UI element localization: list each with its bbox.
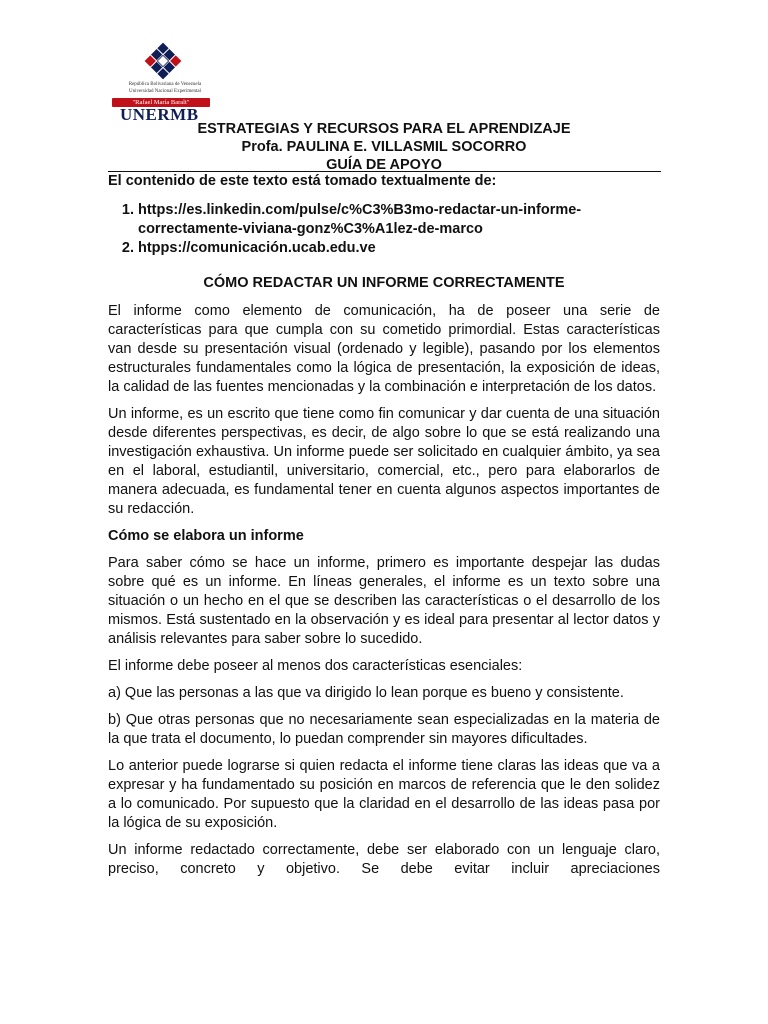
document-body bbox=[108, 172, 660, 887]
list-paragraph: a) Que las personas a las que va dirigido lo lean porque es bueno y consistente. bbox=[108, 685, 624, 701]
paragraph: El informe como elemento de comunicación, ha de poseer una serie de características para que cumpla con su cometido primordial. Estas características van desde su presentación visual (ordenado y legible), pasando por los elementos estructurales fundamentales como la lógica de presentación, la exposición de ideas, la calidad de las fuentes mencionadas y la combinación e interpretación de los datos. bbox=[108, 303, 660, 395]
paragraph: El informe debe poseer al menos dos características esenciales: bbox=[108, 658, 523, 674]
source-list bbox=[108, 201, 660, 258]
logo-banner: "Rafael María Baralt" bbox=[112, 98, 210, 107]
source-item: 2. htpps://comunicación.ucab.edu.ve bbox=[138, 239, 660, 258]
paragraph: Lo anterior puede lograrse si quien redacta el informe tiene claras las ideas que va a expresar y ha fundamentado su posición en marcos de referencia que le den solidez a lo comunicado. Por supuesto que la claridad en el desarrollo de las ideas pasa por la lógica de su exposición. bbox=[108, 758, 660, 831]
course-title: ESTRATEGIAS Y RECURSOS PARA EL APRENDIZAJE bbox=[197, 121, 571, 137]
paragraph: Para saber cómo se hace un informe, primero es importante despejar las dudas sobre qué es un informe. En líneas generales, el informe es un texto sobre una situación o un hecho en el que se describen las características o el desarrollo de los mismos. Está sustentado en la observación y es ideal para presentar al lector datos y análisis relevantes para saber sobre lo sucedido. bbox=[108, 555, 660, 647]
professor-name: Profa. PAULINA E. VILLASMIL SOCORRO bbox=[241, 139, 527, 155]
document-header bbox=[108, 120, 660, 174]
logo-university-text: Universidad Nacional Experimental bbox=[129, 89, 201, 94]
paragraph: Un informe, es un escrito que tiene como fin comunicar y dar cuenta de una situación desde diferentes perspectivas, es decir, de algo sobre lo que se está realizando una investigación exhaustiva. Un informe puede ser solicitado en cualquier ámbito, ya sea en el laboral, estudiantil, universitario, comercial, etc., pero para elaborarlos de manera adecuada, es fundamental tener en cuenta algunos aspectos importantes de su redacción. bbox=[108, 406, 660, 517]
logo-acronym: UNERMB bbox=[120, 105, 199, 124]
university-logo bbox=[108, 40, 218, 122]
paragraph: Un informe redactado correctamente, debe ser elaborado con un lenguaje claro, preciso, concreto y objetivo. Se debe evitar incluir apreciaciones bbox=[108, 842, 660, 877]
logo-country-text: República Bolivariana de Venezuela bbox=[128, 82, 202, 87]
source-item: 1. https://es.linkedin.com/pulse/c%C3%B3mo-redactar-un-informe-correctamente-viviana-gonz%C3%A1lez-de-marco bbox=[138, 201, 660, 239]
guide-label: GUÍA DE APOYO bbox=[326, 157, 442, 173]
section-title: CÓMO REDACTAR UN INFORME CORRECTAMENTE bbox=[203, 275, 565, 291]
source-intro: El contenido de este texto está tomado textualmente de: bbox=[108, 173, 497, 189]
subheading: Cómo se elabora un informe bbox=[108, 528, 304, 544]
list-paragraph: b) Que otras personas que no necesariamente sean especializadas en la materia de la que trata el documento, lo puedan comprender sin mayores dificultades. bbox=[108, 712, 660, 747]
logo-emblem-icon bbox=[130, 40, 196, 80]
